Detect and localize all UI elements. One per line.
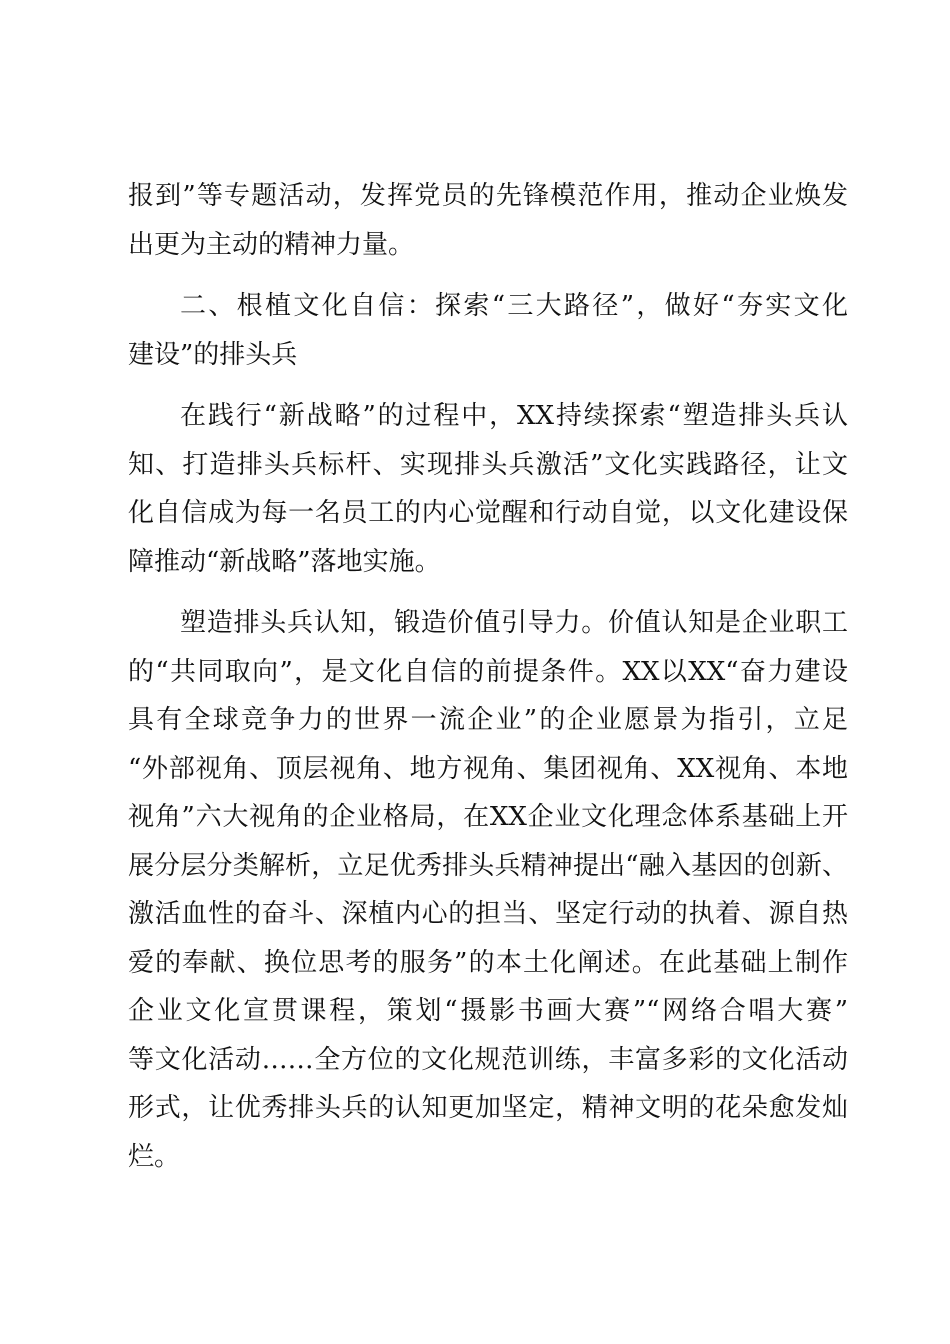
paragraph-cognition	[128, 599, 848, 1181]
document-body	[128, 172, 848, 1194]
paragraph-continuation	[128, 172, 848, 269]
text-line: 障推动“新战略”落地实施。	[128, 546, 441, 577]
text-line: 展分层分类解析，立足优秀排头兵精神提出“融入基因的创新、	[128, 850, 848, 881]
section-heading	[128, 282, 848, 379]
text-line: 等文化活动……全方位的文化规范训练，丰富多彩的文化活动	[128, 1044, 848, 1075]
heading-line: 二、根植文化自信：探索“三大路径”，做好“夯实文化	[180, 291, 848, 321]
text-line: 出更为主动的精神力量。	[128, 229, 415, 260]
text-line: “外部视角、顶层视角、地方视角、集团视角、XX视角、本地	[128, 753, 848, 784]
heading-line: 建设”的排头兵	[128, 339, 298, 370]
text-line: 爱的奉献、换位思考的服务”的本土化阐述。在此基础上制作	[128, 947, 848, 978]
text-line: 激活血性的奋斗、深植内心的担当、坚定行动的执着、源自热	[128, 899, 848, 929]
text-line: 烂。	[128, 1141, 181, 1172]
text-line: 具有全球竞争力的世界一流企业”的企业愿景为指引，立足	[128, 705, 848, 735]
text-line: 企业文化宣贯课程，策划“摄影书画大赛”“网络合唱大赛”	[128, 996, 848, 1026]
text-line: 塑造排头兵认知，锻造价值引导力。价值认知是企业职工	[180, 608, 848, 638]
text-line: 形式，让优秀排头兵的认知更加坚定，精神文明的花朵愈发灿	[128, 1093, 848, 1123]
text-line: 化自信成为每一名员工的内心觉醒和行动自觉，以文化建设保	[128, 498, 848, 528]
text-line: 的“共同取向”，是文化自信的前提条件。XX以XX“奋力建设	[128, 656, 848, 687]
text-line: 报到”等专题活动，发挥党员的先锋模范作用，推动企业焕发	[128, 181, 848, 211]
paragraph-intro	[128, 392, 848, 586]
text-line: 知、打造排头兵标杆、实现排头兵激活”文化实践路径，让文	[128, 449, 848, 480]
text-line: 在践行“新战略”的过程中，XX持续探索“塑造排头兵认	[180, 401, 848, 431]
text-line: 视角”六大视角的企业格局，在XX企业文化理念体系基础上开	[128, 802, 848, 832]
